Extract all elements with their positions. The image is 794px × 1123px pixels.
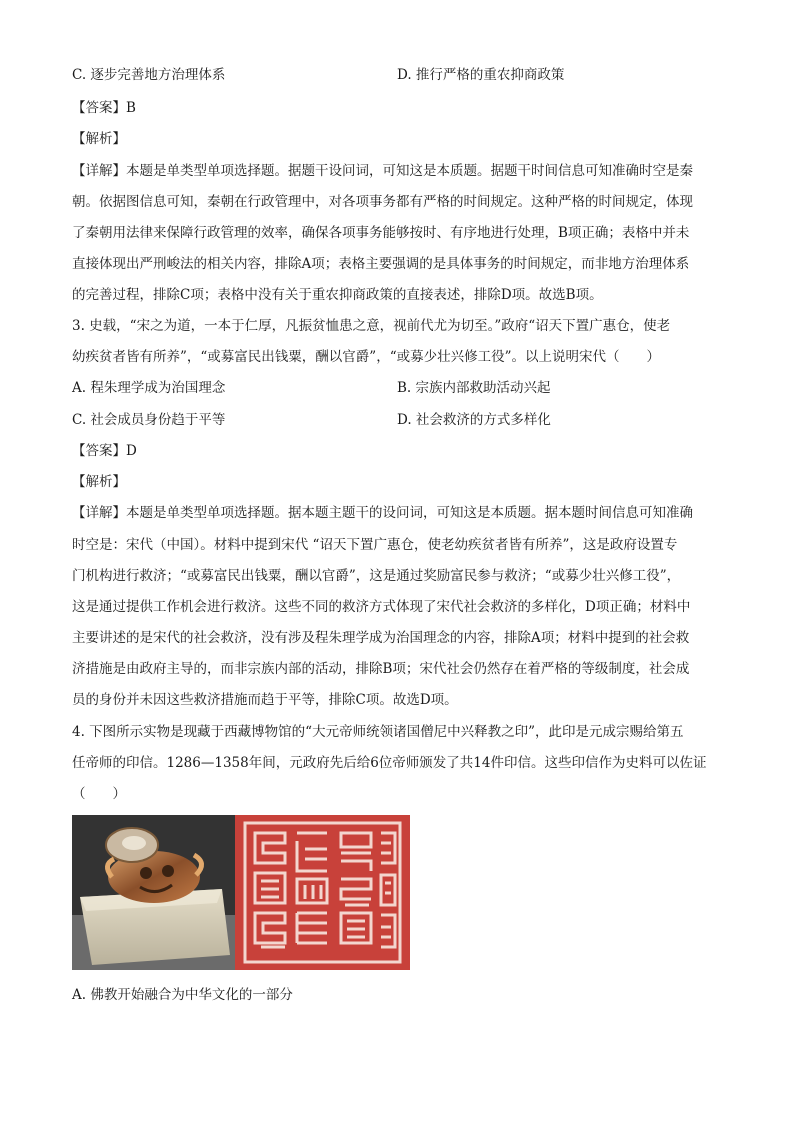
q4-stem-line: 任帝师的印信。1286—1358年间，元政府先后给6位帝师颁发了共14件印信。这些印信作为史料可以佐证 [72, 755, 707, 771]
q2-detail-line: 的完善过程，排除C项；表格中没有关于重农抑商政策的直接表述，排除D项。故选B项。 [72, 287, 603, 303]
q3-detail-line: 时空是：宋代（中国）。材料中提到宋代 “诏天下置广惠仓，使老幼疾贫者皆有所养”，这是政府设置专 [72, 537, 678, 553]
q2-analysis-label: 【解析】 [72, 131, 126, 147]
seal-photo-drawing [72, 815, 235, 970]
q3-detail-line: 【详解】本题是单类型单项选择题。据本题主题干的设问词，可知这是本质题。据本题时间信息可知准确 [72, 505, 693, 521]
red-seal-imprint [235, 815, 410, 970]
q2-detail-line: 【详解】本题是单类型单项选择题。据题干设问词，可知这是本质题。据题干时间信息可知准确时空是秦 [72, 163, 693, 179]
seal-figure [72, 815, 410, 970]
q3-detail-line: 门机构进行救济；“或募富民出钱粟，酬以官爵”，这是通过奖励富民参与救济；“或募少壮兴修工役”， [72, 568, 681, 584]
q3-answer [72, 441, 137, 461]
q3-stem-line: 3. 史载，“宋之为道，一本于仁厚，凡振贫恤患之意，视前代尤为切至。”政府“诏天下置广惠仓，使老 [72, 318, 671, 334]
q3-stem-line: 幼疾贫者皆有所养”，“或募富民出钱粟，酬以官爵”，“或募少壮兴修工役”。以上说明宋代（ ） [72, 349, 661, 365]
q3-detail-line: 这是通过提供工作机会进行救济。这些不同的救济方式体现了宋代社会救济的多样化，D项正确；材料中 [72, 599, 691, 615]
answer-value: D [126, 443, 137, 459]
q3-option-b: B. 宗族内部救助活动兴起 [397, 380, 551, 396]
q3-analysis-label: 【解析】 [72, 474, 126, 490]
q2-option-c: C. 逐步完善地方治理体系 [72, 67, 226, 83]
q3-option-d: D. 社会救济的方式多样化 [397, 412, 551, 428]
q3-option-a: A. 程朱理学成为治国理念 [72, 380, 226, 396]
answer-label: 【答案】 [72, 443, 126, 459]
answer-value: B [126, 100, 136, 116]
q4-stem-line: （ ） [72, 786, 126, 802]
seal-imprint-drawing [235, 815, 410, 970]
q2-detail-line: 直接体现出严刑峻法的相关内容，排除A项；表格主要强调的是具体事务的时间规定，而非地方治理体系 [72, 256, 690, 272]
q2-option-d: D. 推行严格的重农抑商政策 [397, 67, 565, 83]
q3-detail-line: 员的身份并未因这些救济措施而趋于平等，排除C项。故选D项。 [72, 692, 458, 708]
q2-detail-line: 了秦朝用法律来保障行政管理的效率，确保各项事务能够按时、有序地进行处理，B项正确；表格中并未 [72, 225, 690, 241]
jade-seal-photo [72, 815, 235, 970]
q4-stem-line: 4. 下图所示实物是现藏于西藏博物馆的“大元帝师统领诸国僧尼中兴释教之印”，此印是元成宗赐给第五 [72, 724, 684, 740]
answer-label: 【答案】 [72, 100, 126, 116]
q3-detail-line: 主要讲述的是宋代的社会救济，没有涉及程朱理学成为治国理念的内容，排除A项；材料中提到的社会救 [72, 630, 690, 646]
q3-option-c: C. 社会成员身份趋于平等 [72, 412, 226, 428]
q3-detail-line: 济措施是由政府主导的，而非宗族内部的活动，排除B项；宋代社会仍然存在着严格的等级制度，社会成 [72, 661, 690, 677]
q4-option-a: A. 佛教开始融合为中华文化的一部分 [72, 987, 293, 1003]
q2-answer [72, 98, 136, 118]
q2-detail-line: 朝。依据图信息可知，秦朝在行政管理中，对各项事务都有严格的时间规定。这种严格的时间规定，体现 [72, 194, 693, 210]
